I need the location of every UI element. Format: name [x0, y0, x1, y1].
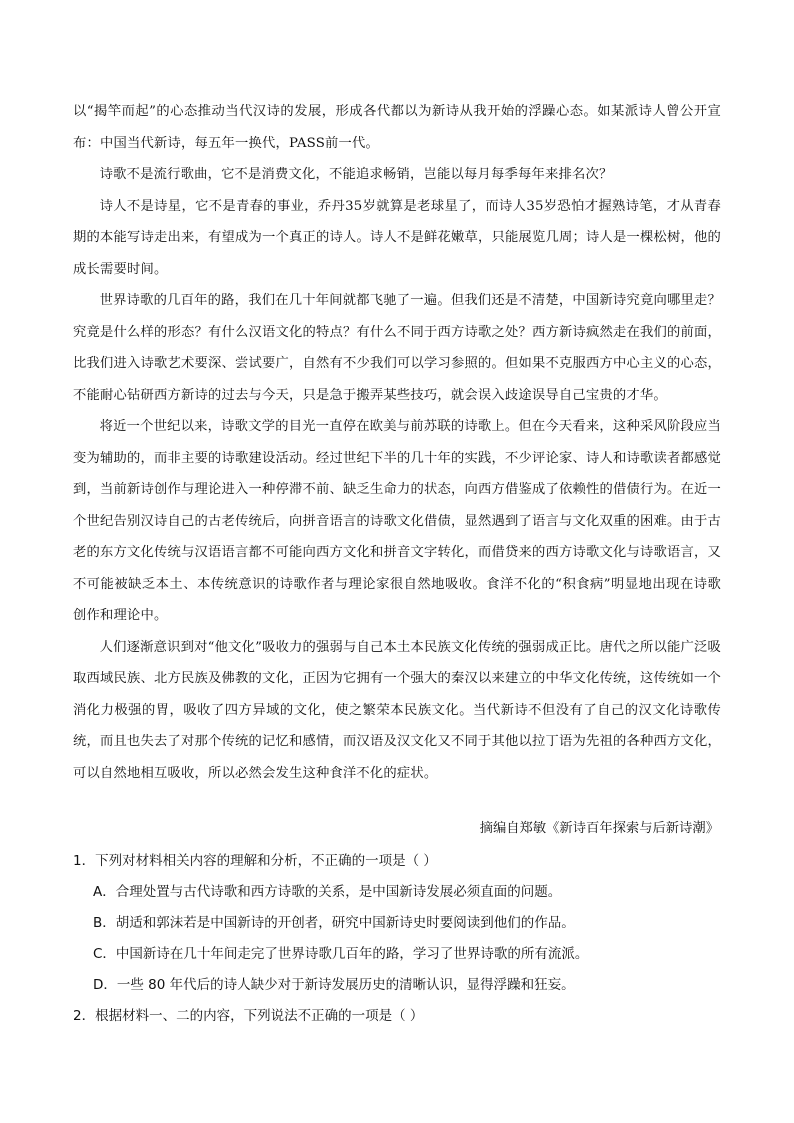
passage-paragraph: 人们逐渐意识到对“他文化”吸收力的强弱与自己本土本民族文化传统的强弱成正比。唐代之所以能广泛吸取西域民族、北方民族及佛教的文化，正因为它拥有一个强大的秦汉以来建立的中华文化传统，这传统如一个消化力极强的胃，吸收了四方异域的文化，使之繁荣本民族文化。当代新诗不但没有了自己的汉文化诗歌传统，而且也失去了对那个传统的记忆和感情，而汉语及汉文化又不同于其他以拉丁语为先祖的各种西方文化，可以自然地相互吸收，所以必然会发生这种食洋不化的症状。	[73, 639, 721, 781]
answer-option: D．一些 80 年代后的诗人缺少对于新诗发展历史的清晰认识，显得浮躁和狂妄。	[93, 977, 575, 993]
passage-source: 摘编自郑敏《新诗百年探索与后新诗潮》	[479, 821, 719, 836]
passage-paragraph: 诗人不是诗星，它不是青春的事业，乔丹35岁就算是老球星了，而诗人35岁恐怕才握熟诗笔，才从青春期的本能写诗走出来，有望成为一个真正的诗人。诗人不是鲜花嫩草，只能展览几周；诗人是一棵松树，他的成长需要时间。	[73, 198, 721, 277]
answer-option: A．合理处置与古代诗歌和西方诗歌的关系，是中国新诗发展必须直面的问题。	[93, 884, 562, 900]
passage-paragraph: 诗歌不是流行歌曲，它不是消费文化，不能追求畅销，岂能以每月每季每年来排名次？	[99, 167, 613, 182]
passage-paragraph: 将近一个世纪以来，诗歌文学的目光一直停在欧美与前苏联的诗歌上。但在今天看来，这种采风阶段应当变为辅助的，而非主要的诗歌建设活动。经过世纪下半的几十年的实践，不少评论家、诗人和诗歌读者都感觉到，当前新诗创作与理论进入一种停滞不前、缺乏生命力的状态，向西方借鉴成了依赖性的借债行为。在近一个世纪告别汉诗自己的古老传统后，向拼音语言的诗歌文化借债，显然遇到了语言与文化双重的困难。由于古老的东方文化传统与汉语语言都不可能向西方文化和拼音文字转化，而借贷来的西方诗歌文化与诗歌语言，又不可能被缺乏本土、本传统意识的诗歌作者与理论家很自然地吸收。食洋不化的“积食病”明显地出现在诗歌创作和理论中。	[73, 419, 721, 623]
passage-paragraph: 世界诗歌的几百年的路，我们在几十年间就都飞驰了一遍。但我们还是不清楚，中国新诗究竟向哪里走？究竟是什么样的形态？有什么汉语文化的特点？有什么不同于西方诗歌之处？西方新诗疯然走在我们的前面，比我们进入诗歌艺术要深、尝试要广，自然有不少我们可以学习参照的。但如果不克服西方中心主义的心态，不能耐心钻研西方新诗的过去与今天，只是急于搬弄某些技巧，就会误入歧途误导自己宝贵的才华。	[73, 293, 721, 403]
passage-paragraph: 以“揭竿而起”的心态推动当代汉诗的发展，形成各代都以为新诗从我开始的浮躁心态。如某派诗人曾公开宣布：中国当代新诗，每五年一换代，PASS前一代。	[73, 104, 721, 151]
answer-option: B．胡适和郭沫若是中国新诗的开创者，研究中国新诗史时要阅读到他们的作品。	[93, 915, 575, 931]
reading-passage	[73, 96, 721, 789]
answer-option: C．中国新诗在几十年间走完了世界诗歌几百年的路，学习了世界诗歌的所有流派。	[93, 946, 589, 962]
question-stem: 2．根据材料一、二的内容，下列说法不正确的一项是（ ）	[73, 1008, 424, 1024]
question-list	[73, 846, 721, 1032]
question-stem: 1．下列对材料相关内容的理解和分析，不正确的一项是（ ）	[73, 853, 437, 869]
